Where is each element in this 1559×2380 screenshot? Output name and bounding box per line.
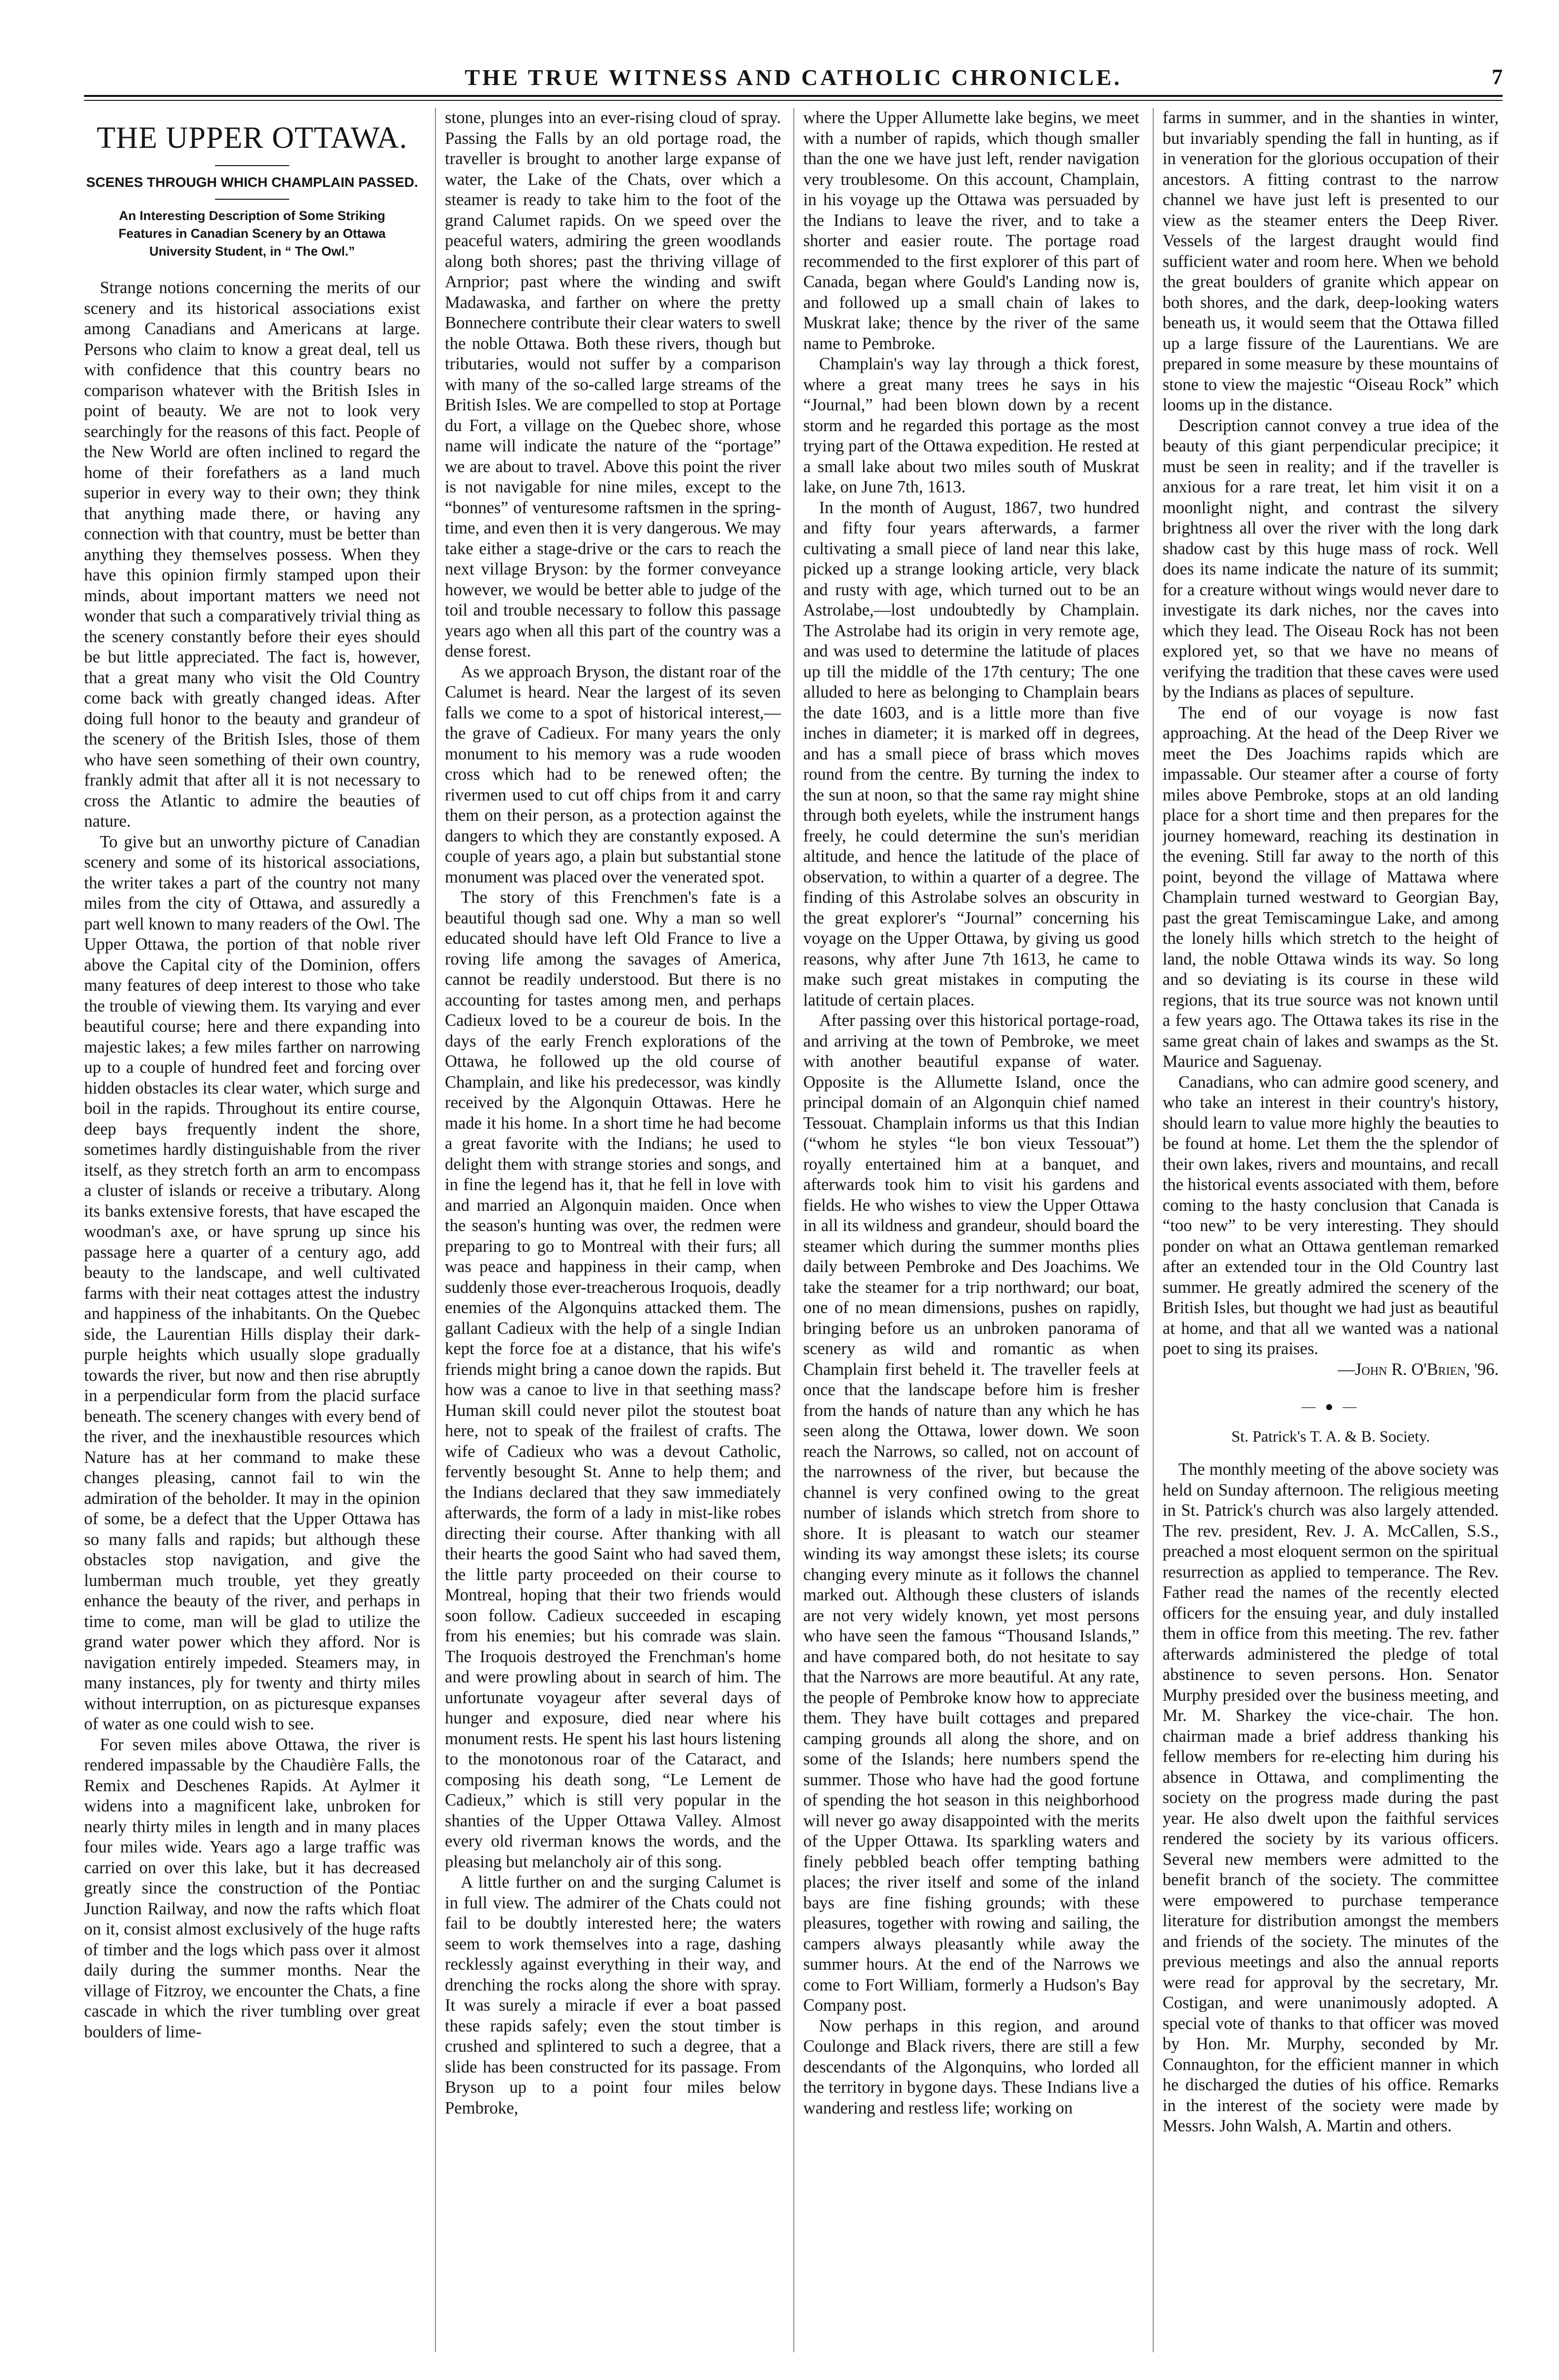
article-paragraph: Now perhaps in this region, and around Coulonge and Black rivers, there are still a few descendants of the Algonquins, who lorded all the territory in bygone days. These Indians live a wandering and restless life; working on	[803, 2016, 1139, 2117]
column-divider	[1153, 108, 1154, 2352]
article-deck: An Interesting Description of Some Striking Features in Canadian Scenery by an Ottawa University Student, in “ The Owl.”	[118, 208, 386, 259]
column-divider	[435, 108, 436, 2352]
column-1	[84, 108, 420, 2352]
column-3	[803, 108, 1139, 2352]
newspaper-title: THE TRUE WITNESS AND CATHOLIC CHRONICLE.	[465, 65, 1122, 90]
society-heading: St. Patrick's T. A. & B. Society.	[1231, 1427, 1430, 1445]
masthead-rule	[84, 95, 1503, 97]
article-paragraph: stone, plunges into an ever-rising cloud of spray. Passing the Falls by an old portage road, the traveller is brought to another large expanse of water, the Lake of the Chats, over which a steamer is ready to take him to the foot of the grand Calumet rapids. On we speed over the peaceful waters, admiring the green woodlands along both shores; past the thriving village of Arnprior; past where the winding and swift Madawaska, and farther on where the pretty Bonnechere contribute their clear waters to swell the noble Ottawa. Both these rivers, though but tributaries, would not suffer by a comparison with many of the so-called large streams of the British Isles. We are compelled to stop at Portage du Fort, a village on the Quebec shore, whose name will indicate the nature of the “portage” we are about to travel. Above this point the river is not navigable for nine miles, except to the “bonnes” of venturesome raftsmen in the spring-time, and even then it is very dangerous. We may take either a stage-drive or the cars to reach the next village Bryson: by the former conveyance however, we would be better able to judge of the toil and trouble necessary to follow this passage years ago when all this part of the country was a dense forest.	[445, 108, 781, 661]
article-paragraph: Strange notions concerning the merits of our scenery and its historical associations exist among Canadians and Americans at large. Persons who claim to know a great deal, tell us with confidence that this country bears no comparison whatever with the British Isles in point of beauty. We are not to look very searchingly for the reasons of this fact. People of the New World are often inclined to regard the home of their forefathers as a land much superior in every way to their own; they think that anything made there, or having any connection with that country, must be better than anything they themselves possess. When they have this opinion firmly stamped upon their minds, about important matters we need not wonder that such a comparatively trivial thing as the scenery constantly before their eyes should be but little appreciated. The fact is, however, that a great many who visit the Old Country come back with greatly changed ideas. After doing full honor to the beauty and grandeur of the scenery of the British Isles, those of them who have seen something of their own country, frankly admit that after all it is not necessary to cross the Atlantic to admire the beauties of nature.	[84, 278, 420, 831]
column-2	[445, 108, 781, 2352]
article-paragraph: Description cannot convey a true idea of the beauty of this giant perpendicular precipice; it must be seen in reality; and if the traveller is anxious for a rare treat, let him visit it on a moonlight night, and contrast the silvery brightness all over the river with the long dark shadow cast by this huge mass of rock. Well does its name indicate the nature of its summit; for a creature without wings would never dare to investigate its dark niches, nor the caves into which they lead. The Oiseau Rock has not been explored yet, so that we have no means of verifying the tradition that these caves were used by the Indians as places of sepulture.	[1163, 416, 1499, 702]
article-byline: —John R. O'Brien, '96.	[1338, 1360, 1499, 1379]
article-paragraph: After passing over this historical portage-road, and arriving at the town of Pembroke, we meet with another beautiful expanse of water. Opposite is the Allumette Island, once the principal domain of an Algonquin chief named Tessouat. Champlain informs us that this Indian (“whom he styles “le bon vieux Tessouat”) royally entertained him at a banquet, and afterwards took him to visit his gardens and fields. He who wishes to view the Upper Ottawa in all its wildness and grandeur, should board the steamer which during the summer months plies daily between Pembroke and Des Joachims. We take the steamer for a trip northward; our boat, one of no mean dimensions, pushes on rapidly, bringing before us an unbroken panorama of scenery as wild and romantic as when Champlain first beheld it. The traveller feels at once that the landscape before him is fresher from the hands of nature than any which he has seen along the Ottawa, lower down. We soon reach the Narrows, so called, not on account of the narrowness of the river, but because the channel is very confined owing to the great number of islands which stretch from shore to shore. It is pleasant to watch our steamer winding its way amongst these islets; its course changing every minute as it follows the channel marked out. Although these clusters of islands are not very widely known, yet most persons who have seen the famous “Thousand Islands,” and have compared both, do not hesitate to say that the Narrows are more beautiful. At any rate, the people of Pembroke know how to appreciate them. They have built cottages and prepared camping grounds all along the shore, and on some of the Islands; here numbers spend the summer. Those who have had the good fortune of spending the hot season in this neighborhood will never go away disappointed with the merits of the Upper Ottawa. Its sparkling waters and finely pebbled beach offer tempting bathing places; the river itself and some of the inland bays are fine fishing grounds; with these pleasures, together with rowing and sailing, the campers always pleasantly while away the summer hours. At the end of the Narrows we come to Fort William, formerly a Hudson's Bay Company post.	[803, 1011, 1139, 2015]
article-paragraph: where the Upper Allumette lake begins, we meet with a number of rapids, which though smaller than the one we have just left, render navigation very troublesome. On this account, Champlain, in his voyage up the Ottawa was persuaded by the Indians to leave the river, and to take a shorter and easier route. The portage road recommended to the first explorer of this part of Canada, began where Gould's Landing now is, and followed up a small chain of lakes to Muskrat lake; thence by the river of the same name to Pembroke.	[803, 108, 1139, 353]
subhead-rule	[215, 199, 289, 200]
column-divider	[793, 108, 794, 2352]
masthead-rule-thin	[84, 100, 1503, 101]
article-paragraph: Champlain's way lay through a thick forest, where a great many trees he says in his “Journal,” had been blown down by a recent storm and he regarded this portage as the most trying part of the Ottawa expedition. He rested at a small lake about two miles south of Muskrat lake, on June 7th, 1613.	[803, 354, 1139, 496]
article-paragraph: farms in summer, and in the shanties in winter, but invariably spending the fall in hunting, as if in veneration for the glorious occupation of their ancestors. A fitting contrast to the narrow channel we have just left is presented to our view as the steamer enters the Deep River. Vessels of the largest draught would find sufficient water and room here. When we behold the great boulders of granite which appear on both shores, and the dark, deep-looking waters beneath us, it would seem that the Ottawa filled up a large fissure of the Laurentians. We are prepared in some measure by these mountains of stone to view the majestic “Oiseau Rock” which looms up in the distance.	[1163, 108, 1499, 414]
headline-rule	[215, 165, 289, 166]
section-separator: — ● —	[1301, 1399, 1360, 1414]
article-paragraph: The story of this Frenchmen's fate is a beautiful though sad one. Why a man so well educated should have left Old France to live a roving life among the savages of America, cannot be readily understood. But there is no accounting for tastes among men, and perhaps Cadieux loved to be a coureur de bois. In the days of the early French explorations of the Ottawa, he followed up the old course of Champlain, and like his predecessor, was kindly received by the Algonquin Ottawas. Here he made it his home. In a short time he had become a great favorite with the Indians; he used to delight them with strange stories and songs, and in fine the legend has it, that he fell in love with and married an Algonquin maiden. Once when the season's hunting was over, the redmen were preparing to go to Montreal with their furs; all was peace and happiness in their camp, when suddenly those ever-treacherous Iroquois, deadly enemies of the Algonquins attacked them. The gallant Cadieux with the help of a single Indian kept the force foe at a distance, that his wife's friends might bring a canoe down the rapids. But how was a canoe to live in that seething mass? Human skill could never pilot the stoutest boat here, not to speak of the frailest of crafts. The wife of Cadieux who was a devout Catholic, fervently besought St. Anne to help them; and the Indians declared that they saw immediately afterwards, the form of a lady in mist-like robes directing their course. After thanking with all their hearts the good Saint who had saved them, the little party proceeded on their course to Montreal, hoping that their two friends would soon follow. Cadieux succeeded in escaping from his enemies; but his comrade was slain. The Iroquois destroyed the Frenchman's home and were prowling about in search of him. The unfortunate voyageur after several days of hunger and exposure, died near where his monument rests. He spent his last hours listening to the monotonous roar of the Cataract, and composing his death song, “Le Lement de Cadieux,” which is still very popular in the shanties of the Upper Ottawa Valley. Almost every old riverman knows the words, and the pleasing but melancholy air of this song.	[445, 888, 781, 1871]
article-headline: THE UPPER OTTAWA.	[96, 121, 408, 155]
article-paragraph: In the month of August, 1867, two hundred and fifty four years afterwards, a farmer cultivating a small piece of land near this lake, picked up a strange looking article, very black and rusty with age, which turned out to be an Astrolabe,—lost undoubtedly by Champlain. The Astrolabe had its origin in very remote age, and was used to determine the latitude of places up till the middle of the 17th century; The one alluded to here as belonging to Champlain bears the date 1603, and is a little more than five inches in diameter; it is marked off in degrees, and has a small piece of brass which moves round from the centre. By turning the index to the sun at noon, so that the same ray might shine through both eyelets, while the instrument hangs freely, he could determine the sun's meridian altitude, and hence the latitude of the place of observation, to within a quarter of a degree. The finding of this Astrolabe solves an obscurity in the great explorer's “Journal” concerning his voyage on the Upper Ottawa, by giving us good reasons, why after June 7th 1613, he came to make such great mistakes in computing the latitude of certain places.	[803, 498, 1139, 1010]
column-4	[1163, 108, 1499, 2352]
article-paragraph: For seven miles above Ottawa, the river is rendered impassable by the Chaudière Falls, the Remix and Deschenes Rapids. At Aylmer it widens into a magnificent lake, unbroken for nearly thirty miles in length and in many places four miles wide. Years ago a large traffic was carried on over this lake, but it has decreased greatly since the construction of the Pontiac Junction Railway, and now the rafts which float on it, consist almost exclusively of the huge rafts of timber and the logs which pass over it almost daily during the summer months. Near the village of Fitzroy, we encounter the Chats, a fine cascade in which the river tumbling over great boulders of lime-	[84, 1735, 420, 2041]
article-paragraph: To give but an unworthy picture of Canadian scenery and some of its historical associations, the writer takes a part of the country not many miles from the city of Ottawa, and assuredly a part well known to many readers of the Owl. The Upper Ottawa, the portion of that noble river above the Capital city of the Dominion, offers many features of deep interest to those who take the trouble of viewing them. Its varying and ever beautiful course; here and there expanding into majestic lakes; a few miles farther on narrowing up to a couple of hundred feet and forcing over hidden obstacles its clear water, which surge and boil in the rapids. Throughout its entire course, deep bays frequently indent the shore, sometimes hardly distinguishable from the river itself, as they stretch forth an arm to encompass a cluster of islands or receive a tributary. Along its banks extensive forests, that have escaped the woodman's axe, or have sprung up since his passage here a quarter of a century ago, add beauty to the landscape, and well cultivated farms with their neat cottages attest the industry and happiness of the inhabitants. On the Quebec side, the Laurentian Hills display their dark-purple heights which usually slope gradually towards the river, but now and then rise abruptly in a perpendicular form from the placid surface beneath. The scenery changes with every bend of the river, and the inexhaustible resources which Nature has at her command to make these changes pleasing, cannot fail to win the admiration of the beholder. It may in the opinion of some, be a defect that the Upper Ottawa has so many falls and rapids; but although these obstacles stop navigation, and give the lumberman much trouble, yet they greatly enhance the beauty of the river, and perhaps in time to come, man will be glad to utilize the grand water power which they afford. Nor is navigation entirely impeded. Steamers may, in many instances, ply for twenty and thirty miles without interruption, on as picturesque expanses of water as one could wish to see.	[84, 832, 420, 1733]
society-paragraph: The monthly meeting of the above society was held on Sunday afternoon. The religious meeting in St. Patrick's church was also largely attended. The rev. president, Rev. J. A. McCallen, S.S., preached a most eloquent sermon on the spiritual resurrection as applied to temperance. The Rev. Father read the names of the recently elected officers for the ensuing year, and duly installed them in office from this meeting. The rev. father afterwards administered the pledge of total abstinence to seven persons. Hon. Senator Murphy presided over the business meeting, and Mr. M. Sharkey the vice-chair. The hon. chairman made a brief address thanking his fellow members for re-electing him during his absence in Ottawa, and complimenting the society on the progress made during the past year. He also dwelt upon the faithful services rendered the society by its various officers. Several new members were admitted to the benefit branch of the society. The committee were empowered to purchase temperance literature for distribution amongst the members and friends of the society. The minutes of the previous meetings and also the annual reports were read for approval by the secretary, Mr. Costigan, and were unanimously adopted. A special vote of thanks to that officer was moved by Hon. Mr. Murphy, seconded by Mr. Connaughton, for the efficient manner in which he discharged the duties of his office. Remarks in the interest of the society were made by Messrs. John Walsh, A. Martin and others.	[1163, 1460, 1499, 2135]
article-paragraph: The end of our voyage is now fast approaching. At the head of the Deep River we meet the Des Joachims rapids which are impassable. Our steamer after a course of forty miles above Pembroke, stops at an old landing place for a short time and then prepares for the journey homeward, reaching its destination in the evening. Still far away to the north of this point, beyond the village of Mattawa where Champlain turned westward to Georgian Bay, past the great Temiscamingue Lake, and among the lonely hills which stretch to the height of land, the noble Ottawa winds its way. So long and so deviating is its course in these wild regions, that its true source was not known until a few years ago. The Ottawa takes its rise in the same great chain of lakes and swamps as the St. Maurice and Saguenay.	[1163, 703, 1499, 1071]
article-subhead: SCENES THROUGH WHICH CHAMPLAIN PASSED.	[86, 175, 418, 190]
masthead	[84, 59, 1503, 99]
article-paragraph: Canadians, who can admire good scenery, and who take an interest in their country's history, should learn to value more highly the beauties to be found at home. Let them the the splendor of their own lakes, rivers and mountains, and recall the historical events associated with them, before coming to the hasty conclusion that Canada is “too new” to be very interesting. They should ponder on what an Ottawa gentleman remarked after an extended tour in the Old Country last summer. He greatly admired the scenery of the British Isles, but thought we had just as beautiful at home, and that all we wanted was a national poet to sing its praises.	[1163, 1072, 1499, 1358]
page-number: 7	[1492, 65, 1503, 89]
article-paragraph: As we approach Bryson, the distant roar of the Calumet is heard. Near the largest of its seven falls we come to a spot of historical interest,—the grave of Cadieux. For many years the only monument to his memory was a rude wooden cross which had to be renewed often; the rivermen used to cut off chips from it and carry them on their person, as a protection against the dangers to which they are constantly exposed. A couple of years ago, a plain but substantial stone monument was placed over the venerated spot.	[445, 662, 781, 886]
article-paragraph: A little further on and the surging Calumet is in full view. The admirer of the Chats could not fail to be doubtly interested here; the waters seem to work themselves into a rage, dashing recklessly against everything in their way, and drenching the rocks along the shore with spray. It was surely a miracle if ever a boat passed these rapids safely; even the stout timber is crushed and splintered to such a degree, that a slide has been constructed for its passage. From Bryson up to a point four miles below Pembroke,	[445, 1873, 781, 2117]
